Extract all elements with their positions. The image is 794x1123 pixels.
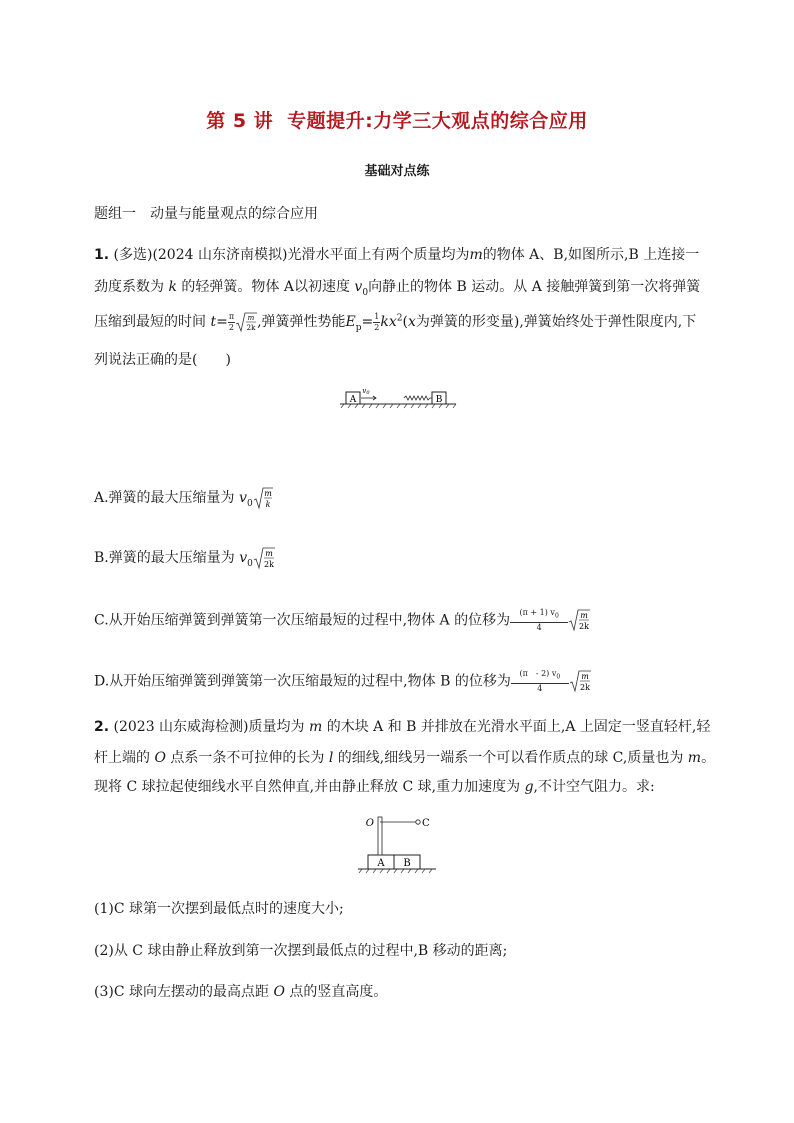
q2-line1: 2. (2023 山东威海检测)质量均为 m 的木块 A 和 B 并排放在光滑水平面上,A 上固定一竖直轻杆,轻 — [94, 719, 711, 735]
rod — [378, 817, 382, 855]
q2-line3: 现将 C 球拉起使细线水平自然伸直,并由静止释放 C 球,重力加速度为 g,不计空气阻力。求: — [94, 779, 655, 795]
q2-sub1: (1)C 球第一次摆到最低点时的速度大小; — [94, 901, 344, 917]
pi-over-2-fraction: $\frac{\pi}{2}$ — [228, 311, 235, 332]
svg-text:B: B — [403, 858, 411, 869]
sqrt-m-over-2k — [235, 311, 257, 333]
svg-text:O: O — [365, 818, 374, 829]
svg-text:2k: 2k — [579, 622, 590, 632]
q2-line2: 杆上端的 O 点系一条不可拉伸的长为 l 的细线,细线另一端系一个可以看作质点的球 C,质量也为 m。 — [94, 750, 716, 766]
q1-line2: 劲度系数为 k 的轻弹簧。物体 A以初速度 $v_0$向静止的物体 B 运动。从 A 接触弹簧到第一次将弹簧 — [94, 279, 701, 298]
q1-option-a: A.弹簧的最大压缩量为 $v_0$ m k — [94, 486, 273, 510]
c-fraction: $\frac{(\pi + 1) v_0}{4}$ — [510, 608, 568, 633]
ball-c — [416, 820, 420, 824]
page-title — [0, 106, 794, 133]
svg-text:2k: 2k — [246, 324, 256, 332]
q2-sub2: (2)从 C 球由静止释放到第一次摆到最低点的过程中,B 移动的距离; — [94, 943, 508, 959]
q1-option-c: C.从开始压缩弹簧到弹簧第一次压缩最短的过程中,物体 A 的位移为 $\frac{(\pi + 1) v_0}{4}$ m 2k — [94, 608, 590, 632]
svg-text:2k: 2k — [579, 683, 590, 693]
sqrt-m-over-2k — [569, 669, 591, 693]
svg-text:2k: 2k — [263, 560, 274, 569]
svg-text:m: m — [247, 314, 255, 322]
one-half-fraction: $\frac{1}{2}$ — [374, 311, 380, 332]
v0-label: v0 — [362, 387, 370, 396]
q1-option-b: B.弹簧的最大压缩量为 $v_0$ m 2k — [94, 546, 275, 570]
q2-sub3: (3)C 球向左摆动的最高点距 O 点的竖直高度。 — [94, 984, 388, 1000]
q1-line3: 压缩到最短的时间 t= $\frac{\pi}{2}$ m 2k ,弹簧弹性势能$E_p=$ $\frac{1}{2}$ $kx^2(x$为弹簧的形变量),弹簧始终处于弹性限度内,下 — [94, 311, 697, 333]
svg-text:m: m — [263, 489, 272, 498]
q2-figure-pendulum — [352, 809, 442, 875]
svg-text:A: A — [349, 395, 357, 405]
q1-figure-blocks-spring — [336, 384, 460, 410]
svg-text:m: m — [265, 549, 273, 558]
lecture-topic: 专题提升:力学三大观点的综合应用 — [287, 110, 588, 132]
sqrt-m-over-2k — [568, 608, 590, 632]
sqrt-m-over-2k — [253, 546, 275, 570]
section-heading: 基础对点练 — [364, 164, 430, 179]
question-group-heading: 题组一 动量与能量观点的综合应用 — [94, 206, 318, 222]
d-fraction: $\frac{(\pi - 2) v_0}{4}$ — [511, 669, 569, 694]
svg-text:m: m — [581, 672, 589, 682]
svg-text:B: B — [435, 395, 443, 405]
q1-option-d: D.从开始压缩弹簧到弹簧第一次压缩最短的过程中,物体 B 的位移为 $\frac{(\pi - 2) v_0}{4}$ m 2k — [94, 669, 590, 693]
svg-text:A: A — [377, 858, 385, 869]
svg-text:m: m — [580, 611, 588, 621]
lecture-number: 第 5 讲 — [206, 110, 274, 132]
q1-line1: 1. (多选)(2024 山东济南模拟)光滑水平面上有两个质量均为m的物体 A、B,如图所示,B 上连接一 — [94, 247, 700, 263]
spring-icon — [404, 396, 432, 400]
svg-text:k: k — [265, 500, 271, 509]
svg-text:C: C — [422, 818, 430, 829]
q1-line4: 列说法正确的是( ) — [94, 352, 231, 368]
sqrt-m-over-k — [253, 486, 273, 510]
